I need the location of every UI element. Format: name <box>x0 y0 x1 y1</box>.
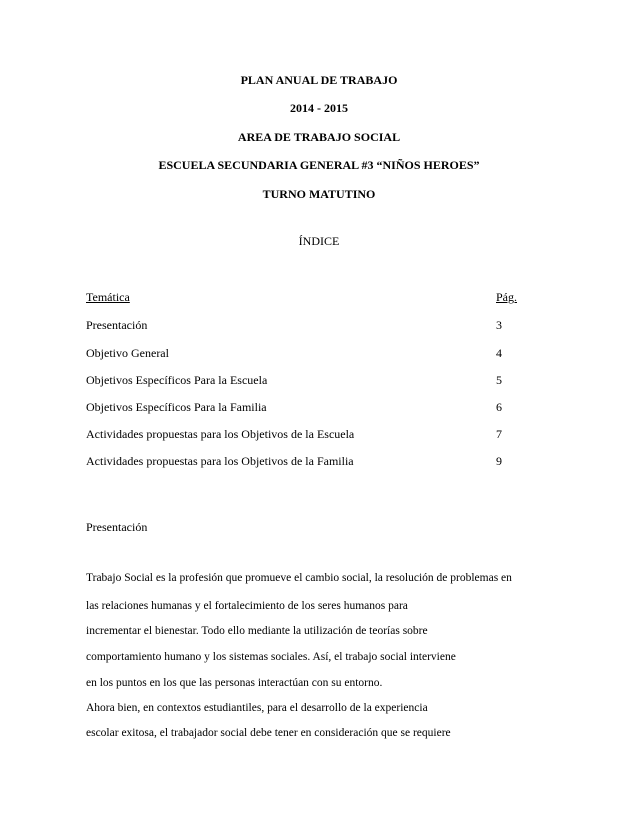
paragraph-line: incrementar el bienestar. Todo ello mediante la utilización de teorías sobre <box>86 625 428 637</box>
area-title: AREA DE TRABAJO SOCIAL <box>237 130 401 144</box>
index-row <box>86 400 536 414</box>
school-name: ESCUELA SECUNDARIA GENERAL #3 “NIÑOS HEROES” <box>158 158 480 172</box>
index-item-label: Objetivo General <box>86 346 169 360</box>
paragraph-line: en los puntos en los que las personas interactúan con su entorno. <box>86 677 383 689</box>
index-item-page: 4 <box>496 346 502 360</box>
period-years: 2014 - 2015 <box>290 101 348 115</box>
index-row <box>86 427 536 441</box>
paragraph-line: escolar exitosa, el trabajador social debe tener en consideración que se requiere <box>86 727 451 739</box>
index-topic-header: Temática <box>86 290 130 304</box>
index-item-page: 9 <box>496 454 502 468</box>
paragraph-line: las relaciones humanas y el fortalecimiento de los seres humanos para <box>86 600 408 612</box>
index-item-label: Presentación <box>86 318 148 332</box>
index-title: ÍNDICE <box>298 234 340 248</box>
paragraph-line: Ahora bien, en contextos estudiantiles, para el desarrollo de la experiencia <box>86 702 428 714</box>
index-row <box>86 318 536 332</box>
index-item-page: 7 <box>496 427 502 441</box>
index-item-label: Actividades propuestas para los Objetivos de la Familia <box>86 454 354 468</box>
index-item-label: Objetivos Específicos Para la Escuela <box>86 373 268 387</box>
index-item-page: 3 <box>496 318 502 332</box>
index-row <box>86 373 536 387</box>
index-item-label: Actividades propuestas para los Objetivos de la Escuela <box>86 427 355 441</box>
index-row <box>86 454 536 468</box>
index-item-label: Objetivos Específicos Para la Familia <box>86 400 267 414</box>
shift-title: TURNO MATUTINO <box>262 187 376 201</box>
index-item-page: 5 <box>496 373 502 387</box>
index-page-header: Pág. <box>496 290 517 304</box>
paragraph-line: comportamiento humano y los sistemas sociales. Así, el trabajo social interviene <box>86 651 456 663</box>
plan-title: PLAN ANUAL DE TRABAJO <box>240 73 398 87</box>
paragraph-line: Trabajo Social es la profesión que promueve el cambio social, la resolución de problemas en <box>86 572 512 584</box>
index-row <box>86 346 536 360</box>
index-header-row <box>86 290 536 304</box>
section-heading-presentacion: Presentación <box>86 520 148 534</box>
index-item-page: 6 <box>496 400 502 414</box>
